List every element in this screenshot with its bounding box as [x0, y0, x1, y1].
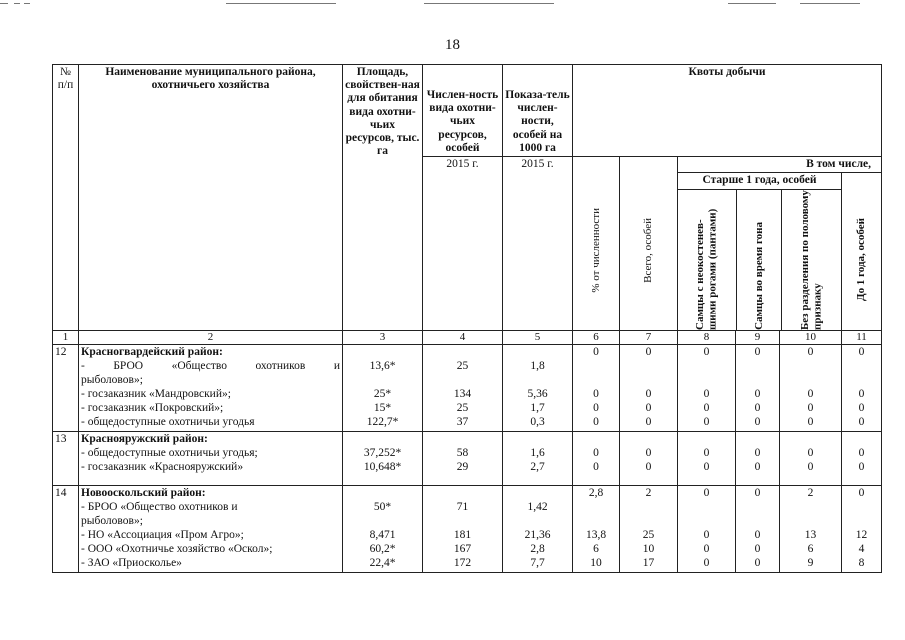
- no-sex-cell: 0 0 0 0: [780, 344, 842, 431]
- males-rut-cell: 0 0 0 0: [736, 485, 780, 572]
- under1-cell: 0 0 0 0: [842, 344, 882, 431]
- header-males-antlers: Самцы с неокостенев-шими рогами (пантами): [694, 208, 719, 331]
- row-number: 13: [53, 431, 79, 485]
- males-antlers-cell: 0 0: [678, 431, 736, 485]
- scan-edge-marks: [0, 0, 905, 8]
- total-cell: 2 25 10 17: [620, 485, 678, 572]
- density-cell: 1,42 21,36 2,8 7,7: [503, 485, 573, 572]
- row-number: 14: [53, 485, 79, 572]
- column-number: 9: [736, 331, 780, 345]
- header-pct-label: % от численности: [589, 207, 602, 293]
- entity-name-cont: рыболовов»;: [81, 514, 143, 527]
- column-number: 8: [678, 331, 736, 345]
- hunting-quota-table: [52, 64, 882, 573]
- density-cell: 1,6 2,7: [503, 431, 573, 485]
- males-rut-cell: 0 0 0 0: [736, 344, 780, 431]
- total-cell: 0 0: [620, 431, 678, 485]
- column-number: 7: [620, 331, 678, 345]
- count-cell: 25 134 25 37: [423, 344, 503, 431]
- header-num: № п/п: [53, 65, 79, 331]
- table-row: [53, 431, 882, 485]
- row-names: [79, 485, 343, 572]
- entity-name: - общедоступные охотничьи угодья;: [81, 446, 258, 459]
- entity-name: - ООО «Охотничье хозяйство «Оскол»;: [81, 542, 273, 555]
- header-total-label: Всего, особей: [642, 217, 655, 283]
- district-name: Новооскольский район:: [81, 486, 206, 499]
- count-cell: 58 29: [423, 431, 503, 485]
- row-names: [79, 431, 343, 485]
- column-number: 11: [842, 331, 882, 345]
- header-pct: [573, 157, 620, 331]
- district-name: Краснояружский район:: [81, 432, 208, 445]
- header-males-rut: Самцы во время гона: [752, 222, 765, 331]
- header-under1: [842, 173, 882, 331]
- row-number: 12: [53, 344, 79, 431]
- males-antlers-cell: 0 0 0 0: [678, 485, 736, 572]
- column-number: 3: [343, 331, 423, 345]
- header-no-sex: Без разделения по половому признаку: [798, 190, 824, 331]
- column-number: 4: [423, 331, 503, 345]
- page-number: 18: [445, 37, 460, 53]
- count-cell: 71 181 167 172: [423, 485, 503, 572]
- entity-name: - госзаказник «Краснояружский»: [81, 460, 244, 473]
- header-including: В том числе,: [678, 157, 882, 173]
- males-rut-cell: 0 0: [736, 431, 780, 485]
- header-density: Показа-тель числен-ности, особей на 1000 га: [503, 65, 573, 157]
- column-number: 1: [53, 331, 79, 345]
- column-number: 5: [503, 331, 573, 345]
- entity-name: - БРОО «Общество охотников и: [81, 359, 340, 372]
- entity-name: - госзаказник «Покровский»;: [81, 401, 224, 414]
- column-number: 10: [780, 331, 842, 345]
- entity-name: - общедоступные охотничьи угодья: [81, 415, 255, 428]
- column-number: 2: [79, 331, 343, 345]
- total-cell: 0 0 0 0: [620, 344, 678, 431]
- males-antlers-cell: 0 0 0 0: [678, 344, 736, 431]
- area-cell: 37,252* 10,648*: [343, 431, 423, 485]
- no-sex-cell: 2 13 6 9: [780, 485, 842, 572]
- pct-cell: 0 0 0 0: [573, 344, 620, 431]
- area-cell: 13,6* 25* 15* 122,7*: [343, 344, 423, 431]
- area-cell: 50* 8,471 60,2* 22,4*: [343, 485, 423, 572]
- density-cell: 1,8 5,36 1,7 0,3: [503, 344, 573, 431]
- header-under1-label: До 1 года, особей: [855, 217, 868, 301]
- header-total: [620, 157, 678, 331]
- under1-cell: 0 12 4 8: [842, 485, 882, 572]
- district-name: Красногвардейский район:: [81, 345, 223, 358]
- header-older-group: [678, 173, 842, 331]
- table-row: [53, 485, 882, 572]
- header-quota: Квоты добычи: [573, 65, 882, 157]
- header-area: Площадь, свойствен-ная для обитания вида охотни-чьих ресурсов, тыс. га: [343, 65, 423, 331]
- pct-cell: 2,8 13,8 6 10: [573, 485, 620, 572]
- column-number-row: [53, 331, 882, 345]
- pct-cell: 0 0: [573, 431, 620, 485]
- entity-name-cont: рыболовов»;: [81, 373, 143, 386]
- table-row: [53, 344, 882, 431]
- header-older: Старше 1 года, особей: [678, 173, 841, 190]
- header-name: Наименование муниципального района, охотничьего хозяйства: [79, 65, 343, 331]
- entity-name: - госзаказник «Мандровский»;: [81, 387, 231, 400]
- header-density-year: 2015 г.: [503, 157, 573, 331]
- entity-name: - БРОО «Общество охотников и: [81, 500, 238, 513]
- entity-name: - НО «Ассоциация «Пром Агро»;: [81, 528, 244, 541]
- header-count: Числен-ность вида охотни-чьих ресурсов, особей: [423, 65, 503, 157]
- entity-name: - ЗАО «Приосколье»: [81, 556, 182, 569]
- no-sex-cell: 0 0: [780, 431, 842, 485]
- under1-cell: 0 0: [842, 431, 882, 485]
- row-names: [79, 344, 343, 431]
- header-count-year: 2015 г.: [423, 157, 503, 331]
- column-number: 6: [573, 331, 620, 345]
